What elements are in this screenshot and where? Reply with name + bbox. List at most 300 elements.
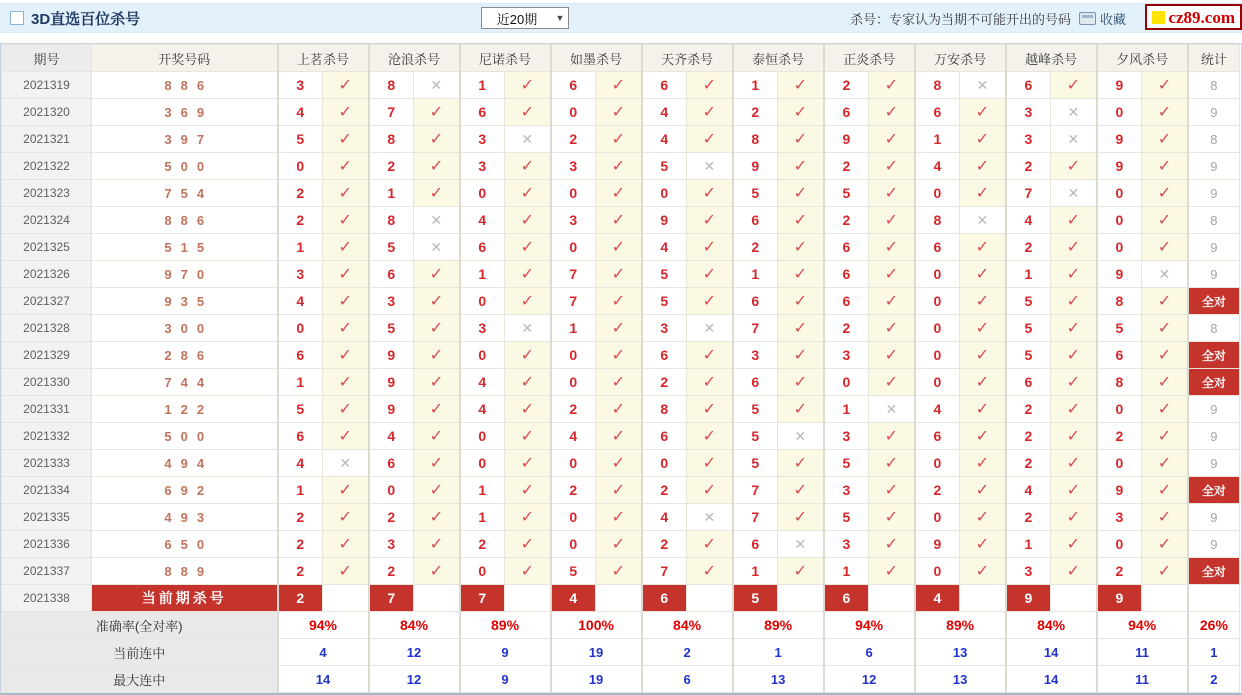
summary-value: 94% [824, 612, 915, 639]
current-kill-number: 7 [460, 585, 505, 612]
check-icon: ✓ [960, 126, 1006, 153]
table-row [2, 396, 1240, 423]
kill-number-cell: 5 [824, 504, 869, 531]
draw-number-cell: 286 [92, 342, 278, 369]
kill-number-cell: 0 [824, 369, 869, 396]
kill-number-cell: 6 [369, 261, 414, 288]
kill-number-cell: 6 [551, 72, 596, 99]
cross-icon: ✕ [414, 207, 460, 234]
cross-icon: ✕ [869, 396, 915, 423]
kill-number-cell: 3 [824, 342, 869, 369]
period-cell: 2021333 [2, 450, 92, 477]
kill-number-cell: 5 [1006, 342, 1051, 369]
stat-cell: 9 [1188, 450, 1240, 477]
kill-number-cell: 4 [642, 99, 687, 126]
stat-cell [1188, 585, 1240, 612]
check-icon: ✓ [505, 369, 551, 396]
empty-mark-cell [960, 585, 1006, 612]
check-icon: ✓ [596, 531, 642, 558]
period-range-select[interactable] [481, 7, 569, 29]
summary-value: 13 [915, 666, 1006, 693]
check-icon: ✓ [869, 477, 915, 504]
summary-row [2, 666, 1240, 693]
kill-number-cell: 6 [733, 207, 778, 234]
kill-number-cell: 9 [369, 342, 414, 369]
kill-number-cell: 0 [915, 342, 960, 369]
kill-number-cell: 7 [551, 288, 596, 315]
period-cell: 2021319 [2, 72, 92, 99]
kill-number-cell: 8 [369, 126, 414, 153]
hint-text: 杀号：专家认为当期不可能开出的号码 [849, 11, 1071, 27]
empty-mark-cell [778, 585, 824, 612]
kill-number-cell: 2 [1006, 234, 1051, 261]
period-cell: 2021329 [2, 342, 92, 369]
check-icon: ✓ [869, 207, 915, 234]
check-icon: ✓ [687, 423, 733, 450]
check-icon: ✓ [323, 396, 369, 423]
stat-cell: 9 [1188, 99, 1240, 126]
summary-value: 14 [278, 666, 369, 693]
chevron-down-icon: ▼ [555, 13, 565, 23]
kill-number-cell: 0 [915, 261, 960, 288]
kill-number-cell: 5 [824, 180, 869, 207]
kill-number-cell: 2 [1097, 423, 1142, 450]
kill-number-cell: 2 [369, 153, 414, 180]
col-header-3: 沧浪杀号 [369, 45, 460, 72]
stat-cell: 全对 [1188, 477, 1240, 504]
kill-number-cell: 0 [642, 180, 687, 207]
kill-number-cell: 9 [1097, 126, 1142, 153]
kill-number-cell: 5 [1006, 315, 1051, 342]
summary-value: 6 [824, 639, 915, 666]
kill-number-cell: 1 [733, 72, 778, 99]
kill-number-cell: 5 [1097, 315, 1142, 342]
table-row [2, 342, 1240, 369]
summary-value: 13 [733, 666, 824, 693]
check-icon: ✓ [687, 477, 733, 504]
check-icon: ✓ [1051, 531, 1097, 558]
check-icon: ✓ [778, 504, 824, 531]
check-icon: ✓ [687, 342, 733, 369]
kill-number-cell: 3 [1006, 558, 1051, 585]
kill-number-cell: 1 [278, 477, 323, 504]
table-row [2, 315, 1240, 342]
col-header-10: 越峰杀号 [1006, 45, 1097, 72]
site-logo[interactable] [1145, 4, 1242, 30]
table-row [2, 504, 1240, 531]
kill-number-cell: 2 [642, 477, 687, 504]
col-header-4: 尼诺杀号 [460, 45, 551, 72]
col-header-2: 上茗杀号 [278, 45, 369, 72]
kill-number-cell: 2 [369, 558, 414, 585]
check-icon: ✓ [869, 153, 915, 180]
kill-number-cell: 6 [369, 450, 414, 477]
check-icon: ✓ [596, 504, 642, 531]
kill-number-cell: 1 [824, 558, 869, 585]
check-icon: ✓ [687, 531, 733, 558]
col-header-5: 如墨杀号 [551, 45, 642, 72]
check-icon: ✓ [323, 531, 369, 558]
kill-number-cell: 0 [915, 369, 960, 396]
table-row [2, 288, 1240, 315]
kill-number-cell: 5 [733, 396, 778, 423]
kill-number-cell: 0 [915, 288, 960, 315]
favorite-icon[interactable] [1079, 12, 1096, 25]
draw-number-cell: 650 [92, 531, 278, 558]
check-icon: ✓ [869, 369, 915, 396]
summary-value: 14 [1006, 666, 1097, 693]
kill-number-cell: 0 [551, 342, 596, 369]
check-icon: ✓ [687, 369, 733, 396]
current-kill-number: 9 [1006, 585, 1051, 612]
toolbar [0, 3, 1242, 33]
cross-icon: ✕ [687, 504, 733, 531]
col-header-6: 天齐杀号 [642, 45, 733, 72]
kill-number-cell: 9 [1097, 153, 1142, 180]
col-header-0: 期号 [2, 45, 92, 72]
kill-number-cell: 6 [824, 234, 869, 261]
period-cell: 2021330 [2, 369, 92, 396]
empty-mark-cell [1051, 585, 1097, 612]
stat-cell: 9 [1188, 423, 1240, 450]
check-icon: ✓ [414, 288, 460, 315]
kill-number-cell: 1 [278, 369, 323, 396]
kill-number-cell: 0 [915, 180, 960, 207]
kill-number-cell: 6 [642, 72, 687, 99]
period-cell: 2021331 [2, 396, 92, 423]
kill-number-cell: 3 [824, 531, 869, 558]
kill-number-cell: 7 [733, 315, 778, 342]
table-row [2, 207, 1240, 234]
draw-number-cell: 500 [92, 423, 278, 450]
check-icon: ✓ [1051, 450, 1097, 477]
check-icon: ✓ [1142, 72, 1188, 99]
favorite-link[interactable]: 收藏 [1099, 11, 1126, 27]
current-kill-number: 5 [733, 585, 778, 612]
kill-number-cell: 9 [1097, 261, 1142, 288]
check-icon: ✓ [596, 126, 642, 153]
check-icon: ✓ [323, 369, 369, 396]
draw-number-cell: 970 [92, 261, 278, 288]
check-icon: ✓ [505, 531, 551, 558]
kill-number-cell: 9 [733, 153, 778, 180]
check-icon: ✓ [323, 72, 369, 99]
current-kill-number: 2 [278, 585, 323, 612]
kill-number-cell: 6 [824, 261, 869, 288]
table-row [2, 423, 1240, 450]
kill-number-cell: 1 [1006, 531, 1051, 558]
check-icon: ✓ [869, 558, 915, 585]
check-icon: ✓ [960, 288, 1006, 315]
cross-icon: ✕ [414, 72, 460, 99]
stat-cell: 9 [1188, 234, 1240, 261]
check-icon: ✓ [323, 126, 369, 153]
kill-number-cell: 2 [1097, 558, 1142, 585]
draw-number-cell: 886 [92, 207, 278, 234]
period-cell: 2021324 [2, 207, 92, 234]
check-icon: ✓ [687, 261, 733, 288]
check-icon: ✓ [414, 423, 460, 450]
kill-number-cell: 0 [1097, 234, 1142, 261]
check-icon: ✓ [1051, 207, 1097, 234]
kill-number-cell: 8 [915, 72, 960, 99]
check-icon: ✓ [596, 342, 642, 369]
kill-number-cell: 6 [733, 288, 778, 315]
check-icon: ✓ [505, 261, 551, 288]
check-icon: ✓ [687, 288, 733, 315]
kill-number-cell: 4 [551, 423, 596, 450]
kill-number-cell: 0 [278, 315, 323, 342]
stat-cell: 9 [1188, 504, 1240, 531]
kill-number-cell: 3 [1006, 99, 1051, 126]
kill-number-cell: 4 [460, 369, 505, 396]
kill-number-cell: 4 [369, 423, 414, 450]
draw-number-cell: 122 [92, 396, 278, 423]
kill-number-cell: 2 [915, 477, 960, 504]
table-row [2, 99, 1240, 126]
check-icon: ✓ [596, 72, 642, 99]
kill-number-cell: 8 [1097, 369, 1142, 396]
kill-number-cell: 9 [369, 396, 414, 423]
check-icon: ✓ [960, 504, 1006, 531]
kill-number-cell: 5 [1006, 288, 1051, 315]
kill-number-cell: 0 [642, 450, 687, 477]
check-icon: ✓ [596, 315, 642, 342]
kill-number-cell: 1 [733, 558, 778, 585]
check-icon: ✓ [414, 450, 460, 477]
kill-number-cell: 6 [1097, 342, 1142, 369]
kill-number-cell: 0 [1097, 396, 1142, 423]
check-icon: ✓ [960, 234, 1006, 261]
cross-icon: ✕ [778, 531, 824, 558]
logo-text: cz89.com [1168, 7, 1235, 27]
empty-mark-cell [505, 585, 551, 612]
kill-number-cell: 5 [642, 153, 687, 180]
check-icon: ✓ [323, 342, 369, 369]
kill-number-cell: 1 [369, 180, 414, 207]
kill-number-cell: 5 [551, 558, 596, 585]
cross-icon: ✕ [1142, 261, 1188, 288]
check-icon: ✓ [778, 99, 824, 126]
summary-value: 89% [460, 612, 551, 639]
kill-number-cell: 0 [551, 369, 596, 396]
check-icon: ✓ [1051, 288, 1097, 315]
check-icon: ✓ [869, 234, 915, 261]
summary-value: 94% [278, 612, 369, 639]
check-icon: ✓ [1142, 153, 1188, 180]
kill-number-cell: 2 [278, 558, 323, 585]
kill-number-cell: 0 [460, 450, 505, 477]
kill-number-cell: 2 [1006, 423, 1051, 450]
logo-favicon [1152, 11, 1165, 24]
kill-number-cell: 3 [460, 315, 505, 342]
check-icon: ✓ [869, 72, 915, 99]
check-icon: ✓ [1051, 396, 1097, 423]
check-icon: ✓ [414, 99, 460, 126]
kill-number-cell: 1 [824, 396, 869, 423]
check-icon: ✓ [323, 207, 369, 234]
cross-icon: ✕ [1051, 180, 1097, 207]
summary-row [2, 612, 1240, 639]
check-icon: ✓ [1051, 477, 1097, 504]
check-icon: ✓ [778, 369, 824, 396]
table-row [2, 126, 1240, 153]
draw-number-cell: 692 [92, 477, 278, 504]
kill-number-cell: 9 [369, 369, 414, 396]
kill-number-cell: 6 [278, 423, 323, 450]
period-range-value: 近20期 [496, 11, 538, 27]
kill-number-cell: 4 [1006, 477, 1051, 504]
check-icon: ✓ [1051, 261, 1097, 288]
kill-number-cell: 1 [733, 261, 778, 288]
kill-number-cell: 5 [733, 450, 778, 477]
check-icon: ✓ [687, 396, 733, 423]
stat-cell: 9 [1188, 153, 1240, 180]
check-icon: ✓ [869, 180, 915, 207]
kill-number-cell: 8 [733, 126, 778, 153]
kill-number-cell: 3 [278, 261, 323, 288]
draw-number-cell: 500 [92, 153, 278, 180]
kill-number-cell: 0 [278, 153, 323, 180]
kill-number-cell: 6 [1006, 369, 1051, 396]
period-cell: 2021334 [2, 477, 92, 504]
current-period-row [2, 585, 1240, 612]
summary-value: 12 [369, 639, 460, 666]
check-icon: ✓ [869, 450, 915, 477]
summary-value: 1 [733, 639, 824, 666]
kill-number-cell: 0 [1097, 450, 1142, 477]
draw-number-cell: 744 [92, 369, 278, 396]
check-icon: ✓ [323, 153, 369, 180]
kill-number-cell: 3 [642, 315, 687, 342]
kill-number-cell: 6 [460, 99, 505, 126]
kill-number-cell: 2 [824, 207, 869, 234]
kill-number-cell: 6 [915, 423, 960, 450]
period-cell: 2021337 [2, 558, 92, 585]
check-icon: ✓ [1142, 315, 1188, 342]
kill-number-cell: 1 [551, 315, 596, 342]
kill-number-cell: 3 [1097, 504, 1142, 531]
check-icon: ✓ [1142, 504, 1188, 531]
kill-number-cell: 7 [733, 504, 778, 531]
check-icon: ✓ [778, 558, 824, 585]
current-kill-number: 9 [1097, 585, 1142, 612]
kill-number-cell: 6 [733, 531, 778, 558]
check-icon: ✓ [960, 450, 1006, 477]
kill-number-cell: 6 [915, 234, 960, 261]
empty-mark-cell [687, 585, 733, 612]
empty-mark-cell [869, 585, 915, 612]
summary-value: 100% [551, 612, 642, 639]
summary-value: 4 [278, 639, 369, 666]
page-title: 3D直选百位杀号 [31, 10, 141, 28]
period-cell: 2021323 [2, 180, 92, 207]
check-icon: ✓ [505, 99, 551, 126]
kill-number-cell: 9 [824, 126, 869, 153]
check-icon: ✓ [1051, 558, 1097, 585]
summary-value: 89% [733, 612, 824, 639]
kill-number-cell: 9 [915, 531, 960, 558]
summary-value: 11 [1097, 639, 1188, 666]
check-icon: ✓ [505, 342, 551, 369]
kill-number-cell: 1 [915, 126, 960, 153]
table-row [2, 450, 1240, 477]
check-icon: ✓ [596, 99, 642, 126]
check-icon: ✓ [869, 423, 915, 450]
kill-number-cell: 2 [642, 531, 687, 558]
check-icon: ✓ [1051, 153, 1097, 180]
kill-number-cell: 8 [915, 207, 960, 234]
stat-cell: 8 [1188, 72, 1240, 99]
check-icon: ✓ [505, 288, 551, 315]
kill-number-cell: 6 [824, 288, 869, 315]
kill-number-cell: 7 [642, 558, 687, 585]
kill-table-container [0, 43, 1242, 695]
period-cell: 2021321 [2, 126, 92, 153]
kill-number-cell: 6 [733, 369, 778, 396]
kill-number-cell: 0 [551, 531, 596, 558]
check-icon: ✓ [596, 288, 642, 315]
draw-number-cell: 515 [92, 234, 278, 261]
kill-number-cell: 2 [1006, 504, 1051, 531]
kill-number-cell: 2 [1006, 396, 1051, 423]
stat-cell: 8 [1188, 207, 1240, 234]
stat-cell: 9 [1188, 531, 1240, 558]
kill-number-cell: 3 [551, 207, 596, 234]
check-icon: ✓ [596, 558, 642, 585]
summary-label: 准确率(全对率) [2, 612, 278, 639]
col-header-11: 夕风杀号 [1097, 45, 1188, 72]
stat-cell: 9 [1188, 396, 1240, 423]
kill-number-cell: 5 [733, 423, 778, 450]
check-icon: ✓ [323, 180, 369, 207]
kill-number-hint [850, 9, 1126, 28]
check-icon: ✓ [1142, 396, 1188, 423]
check-icon: ✓ [869, 504, 915, 531]
kill-number-cell: 5 [278, 126, 323, 153]
cross-icon: ✕ [505, 315, 551, 342]
stat-cell: 全对 [1188, 342, 1240, 369]
kill-number-cell: 4 [642, 126, 687, 153]
draw-number-cell: 493 [92, 504, 278, 531]
table-row [2, 477, 1240, 504]
cross-icon: ✕ [687, 153, 733, 180]
kill-number-cell: 1 [460, 261, 505, 288]
kill-number-cell: 2 [278, 531, 323, 558]
col-header-7: 泰恒杀号 [733, 45, 824, 72]
table-row [2, 180, 1240, 207]
kill-number-cell: 4 [642, 234, 687, 261]
stat-cell: 全对 [1188, 369, 1240, 396]
draw-number-cell: 300 [92, 315, 278, 342]
summary-stat: 26% [1188, 612, 1240, 639]
title-checkbox[interactable] [10, 11, 24, 25]
kill-number-cell: 0 [460, 342, 505, 369]
current-kill-number: 7 [369, 585, 414, 612]
empty-mark-cell [1142, 585, 1188, 612]
kill-number-cell: 9 [1097, 477, 1142, 504]
period-cell: 2021335 [2, 504, 92, 531]
kill-number-cell: 5 [369, 234, 414, 261]
cross-icon: ✕ [960, 72, 1006, 99]
kill-number-cell: 2 [642, 369, 687, 396]
kill-number-cell: 5 [824, 450, 869, 477]
check-icon: ✓ [323, 288, 369, 315]
current-kill-number: 6 [642, 585, 687, 612]
check-icon: ✓ [960, 342, 1006, 369]
kill-number-cell: 3 [278, 72, 323, 99]
current-kill-label: 当前期杀号 [92, 585, 278, 612]
